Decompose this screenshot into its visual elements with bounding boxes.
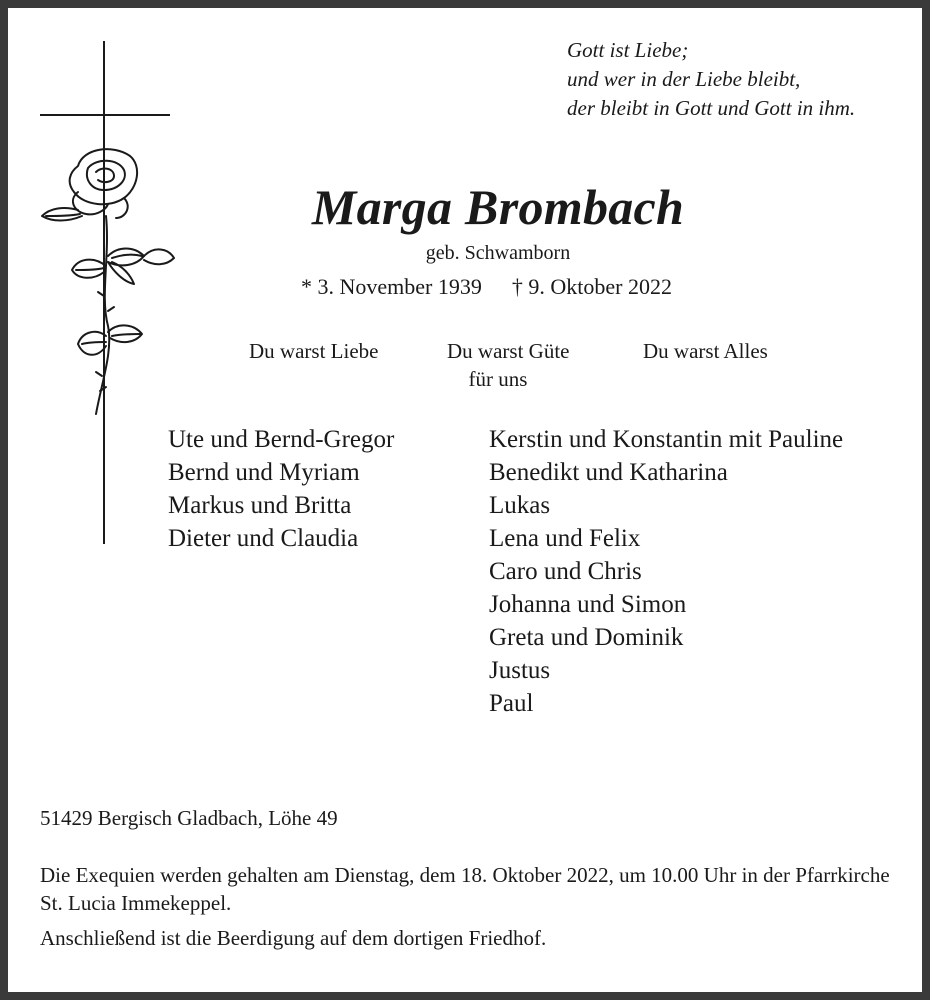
list-item: Justus <box>489 657 551 684</box>
list-item: Paul <box>489 690 534 717</box>
motto-phrase: Du warst Alles <box>643 339 768 363</box>
birth-date: * 3. November 1939 <box>301 274 482 299</box>
list-item: Bernd und Myriam <box>168 459 360 486</box>
list-item: Benedikt und Katharina <box>489 459 728 486</box>
list-item: Caro und Chris <box>489 558 642 585</box>
list-item: Kerstin und Konstantin mit Pauline <box>489 426 844 453</box>
bible-verse <box>567 36 855 123</box>
verse-line: und wer in der Liebe bleibt, <box>567 67 801 91</box>
obituary-card <box>8 8 922 992</box>
list-item: Ute und Bernd-Gregor <box>168 426 395 453</box>
list-item: Lena und Felix <box>489 525 641 552</box>
list-item: Markus und Britta <box>168 492 352 519</box>
grandchildren-list <box>489 423 843 720</box>
children-list <box>168 423 394 555</box>
motto-phrase: Du warst Güte <box>447 339 570 363</box>
cross-horizontal-line <box>40 114 170 116</box>
list-item: Lukas <box>489 492 551 519</box>
maiden-name: geb. Schwamborn <box>425 242 571 264</box>
life-dates <box>301 274 672 300</box>
verse-line: Gott ist Liebe; <box>567 38 689 62</box>
burial-details: Anschließend ist die Beerdigung auf dem dortigen Friedhof. <box>40 926 547 950</box>
motto-for-us: für uns <box>468 367 528 391</box>
death-date: † 9. Oktober 2022 <box>511 274 672 299</box>
service-details: Die Exequien werden gehalten am Dienstag, dem 18. Oktober 2022, um 10.00 Uhr in der Pfarrkirche St. Lucia Immekeppel. <box>40 863 890 915</box>
list-item: Johanna und Simon <box>489 591 687 618</box>
verse-line: der bleibt in Gott und Gott in ihm. <box>567 96 856 120</box>
motto-phrase: Du warst Liebe <box>249 339 379 363</box>
mourning-address: 51429 Bergisch Gladbach, Löhe 49 <box>40 806 338 830</box>
list-item: Dieter und Claudia <box>168 525 359 552</box>
deceased-name: Marga Brombach <box>311 179 685 235</box>
list-item: Greta und Dominik <box>489 624 684 651</box>
